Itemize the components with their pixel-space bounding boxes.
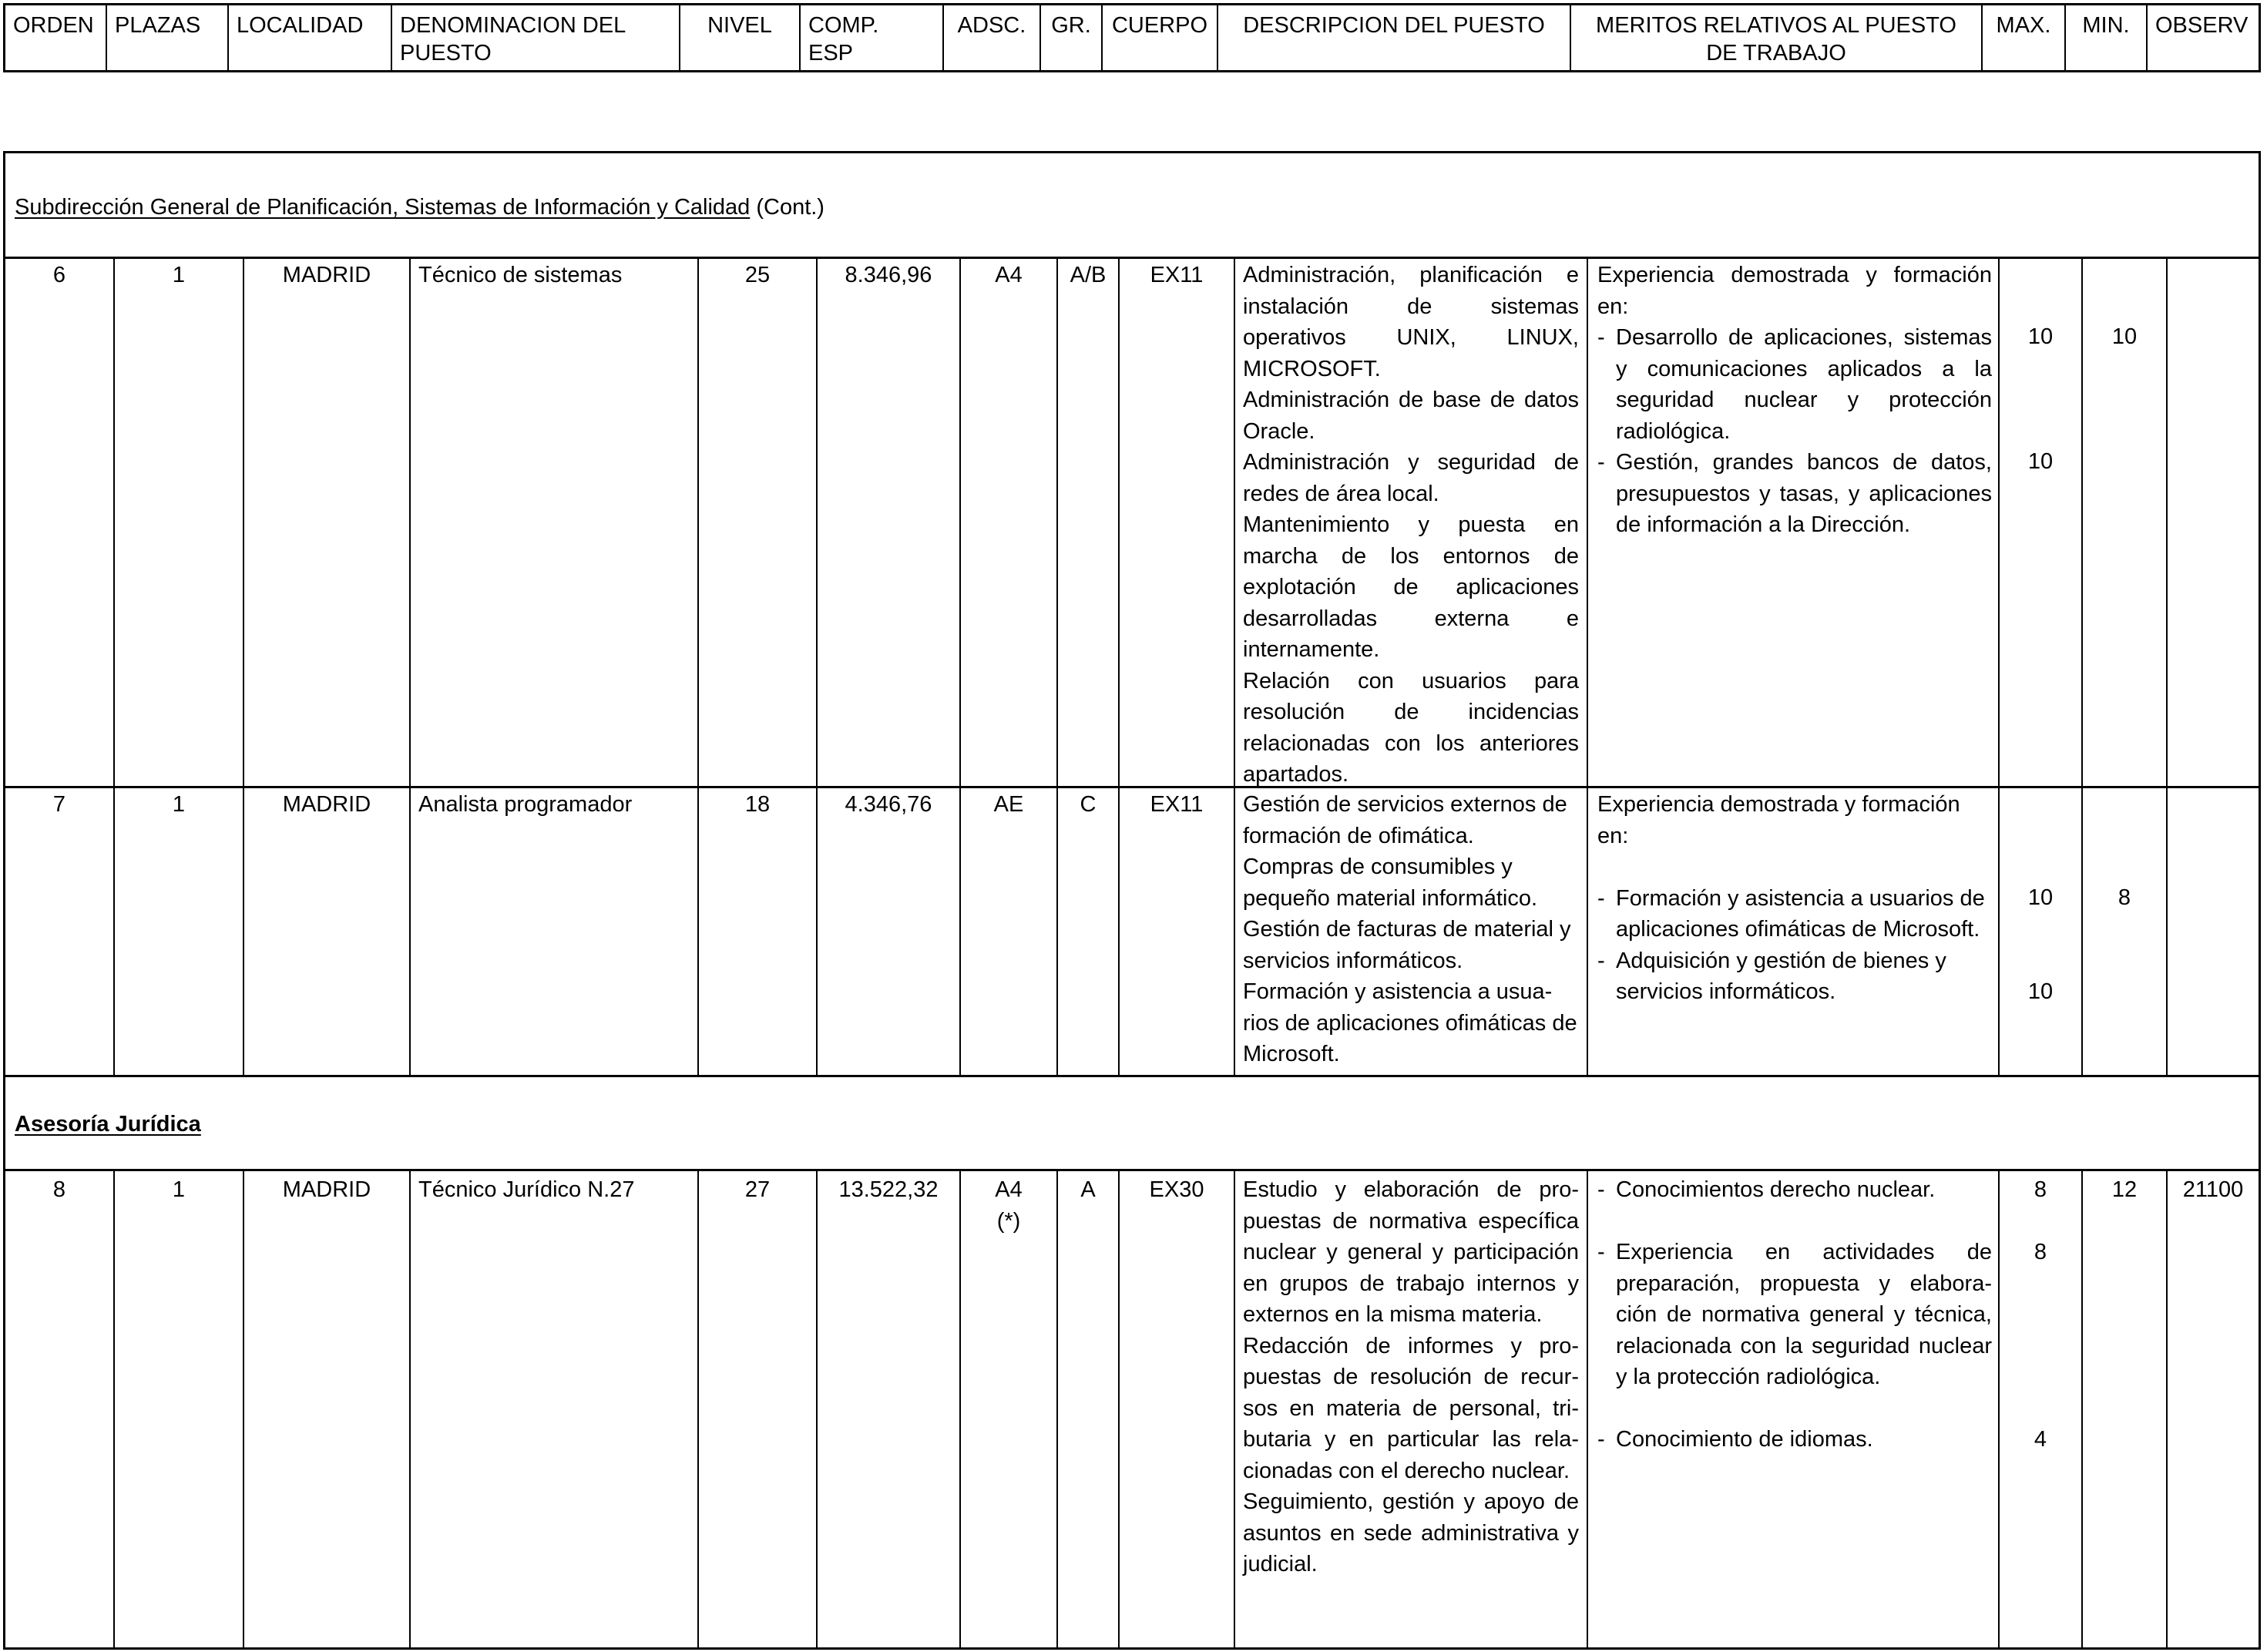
cell-max: 8 8 4: [2000, 1171, 2083, 1647]
header-localidad: LOCALIDAD: [229, 5, 392, 70]
cell-gr: A: [1058, 1171, 1120, 1647]
header-nivel: NIVEL: [680, 5, 801, 70]
cell-descripcion: Estudio y elaboración de pro-puestas de normativa específica nuclear y general y participación en grupos de trabajo internos y externos en la misma materia. Redacción de informes y pro-puestas de resolución de recur-sos en materia de personal, tri-butaria y en particular las rela-cionadas con el derecho nuclear. Seguimiento, gestión y apoyo de asuntos en sede administrativa y judicial.: [1235, 1171, 1588, 1647]
cell-comp: 4.346,76: [818, 786, 961, 1075]
merit-item: - Formación y asistencia a usuarios de aplicaciones ofimáticas de Microsoft.: [1597, 885, 1985, 942]
cell-orden: 6: [5, 257, 115, 786]
cell-gr: A/B: [1058, 257, 1120, 786]
cell-min: 8: [2083, 786, 2168, 1075]
header-orden: ORDEN: [5, 5, 107, 70]
cell-plazas: 1: [115, 257, 244, 786]
cell-denominacion: Analista programador: [411, 786, 699, 1075]
cell-adsc: A4: [961, 257, 1058, 786]
cell-descripcion: Gestión de servicios externos de formación de ofimática. Compras de consumibles y pequeño material informático. Gestión de facturas de material y servicios informáticos. Formación y asistencia a usua-rios de aplicaciones ofimáticas de Microsoft.: [1235, 786, 1588, 1075]
cell-adsc: AE: [961, 786, 1058, 1075]
cell-orden: 8: [5, 1171, 115, 1647]
cell-observ: [2168, 786, 2259, 1075]
cell-plazas: 1: [115, 786, 244, 1075]
cell-plazas: 1: [115, 1171, 244, 1647]
cell-meritos: Experiencia demostrada y formación en: - Formación y asistencia a usuarios de aplicaciones ofimáticas de Microsoft. - Adquisición y gestión de bienes y servicios informáticos.: [1588, 786, 2000, 1075]
cell-observ: 21100: [2182, 1177, 2244, 1202]
cell-descripcion: Administración, planificación e instalación de sistemas operativos UNIX, LINUX, MICROSOFT. Administración de base de datos Oracle. Administración y seguridad de redes de área local. Mantenimiento y puesta en marcha de los entornos de explotación de aplicaciones desarrolladas externa e internamente. Relación con usuarios para resolución de incidencias relacionadas con los anteriores apartados.: [1235, 257, 1588, 786]
cell-max: 10 10: [2000, 257, 2083, 786]
merit-item: - Conocimientos derecho nuclear.: [1597, 1177, 1936, 1202]
merit-item: - Adquisición y gestión de bienes y servicios informáticos.: [1597, 948, 1946, 1004]
header-gr: GR.: [1041, 5, 1103, 70]
cell-comp: 13.522,32: [818, 1171, 961, 1647]
cell-denominacion: Técnico de sistemas: [411, 257, 699, 786]
header-min: MIN.: [2066, 5, 2148, 70]
section-header: [3, 151, 2261, 259]
cell-min: 10: [2083, 257, 2168, 786]
cell-max: 10 10: [2000, 786, 2083, 1075]
header-cuerpo: CUERPO: [1103, 5, 1218, 70]
cell-comp: 8.346,96: [818, 257, 961, 786]
header-meritos: MERITOS RELATIVOS AL PUESTO DE TRABAJO: [1571, 5, 1983, 70]
cell-min: 12: [2083, 1171, 2168, 1647]
cell-cuerpo: EX11: [1120, 786, 1235, 1075]
header-max: MAX.: [1983, 5, 2066, 70]
cell-adsc: A4 (*): [961, 1171, 1058, 1647]
merit-item: - Desarrollo de aplicaciones, sistemas y comunicaciones aplicados a la seguridad nuclear y protección radiológica.: [1597, 325, 1992, 444]
section-title: Asesoría Jurídica: [15, 1112, 201, 1137]
header-observ: OBSERV: [2155, 13, 2249, 38]
cell-cuerpo: EX11: [1120, 257, 1235, 786]
cell-observ: [2168, 257, 2259, 786]
cell-orden: 7: [5, 786, 115, 1075]
cell-localidad: MADRID: [244, 1171, 411, 1647]
table-row: [3, 786, 2261, 1077]
cell-nivel: 25: [699, 257, 818, 786]
cell-localidad: MADRID: [244, 786, 411, 1075]
cell-meritos: [1588, 1171, 2000, 1647]
header-plazas: PLAZAS: [107, 5, 229, 70]
cell-nivel: 27: [699, 1171, 818, 1647]
section-title: Subdirección General de Planificación, Sistemas de Información y Calidad (Cont.): [15, 195, 825, 220]
table-row: [3, 257, 2261, 788]
header-descripcion: DESCRIPCION DEL PUESTO: [1218, 5, 1571, 70]
header-adsc: ADSC.: [944, 5, 1041, 70]
cell-localidad: MADRID: [244, 257, 411, 786]
header-comp: COMP. ESP: [801, 5, 944, 70]
table-row: [3, 1169, 2261, 1650]
column-header-row: [3, 3, 2261, 72]
cell-meritos: Experiencia demostrada y formación en: - Desarrollo de aplicaciones, sistemas y comunicaciones aplicados a la seguridad nuclear y protección radiológica. - Gestión, grandes bancos de datos, presupuestos y tasas, y aplicaciones de información a la Dirección.: [1588, 257, 2000, 786]
section-header: [3, 1075, 2261, 1171]
cell-cuerpo: EX30: [1120, 1171, 1235, 1647]
merit-item: - Conocimiento de idiomas.: [1597, 1427, 1873, 1452]
merit-item: - Experiencia en actividades de preparación, propuesta y elabora-ción de normativa general y técnica, relacionada con la seguridad nuclear y la protección radiológica.: [1597, 1240, 1992, 1389]
cell-nivel: 18: [699, 786, 818, 1075]
header-denominacion: DENOMINACION DEL PUESTO: [392, 5, 680, 70]
cell-denominacion: Técnico Jurídico N.27: [411, 1171, 699, 1647]
cell-gr: C: [1058, 786, 1120, 1075]
merit-item: - Gestión, grandes bancos de datos, presupuestos y tasas, y aplicaciones de información a la Dirección.: [1597, 450, 1992, 537]
